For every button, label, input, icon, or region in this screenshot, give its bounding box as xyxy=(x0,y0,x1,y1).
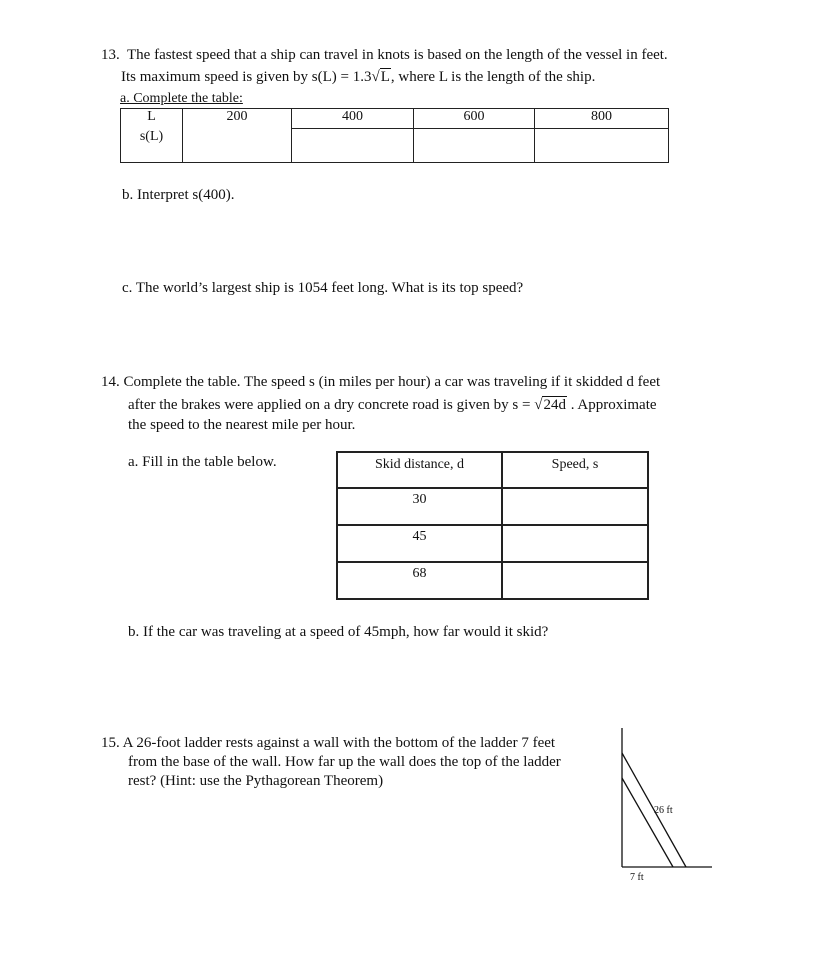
q13-row-label: s(L) xyxy=(121,129,183,163)
q13-line2 xyxy=(121,67,595,87)
q14-distance-30: 30 xyxy=(337,488,502,525)
ladder-length-label: 26 ft xyxy=(654,805,673,816)
q13-header-label: L xyxy=(121,109,183,129)
q14-formula-post: . Approximate xyxy=(566,397,657,413)
q14-distance-68: 68 xyxy=(337,562,502,599)
q14-table xyxy=(336,451,649,600)
q14-header-speed: Speed, s xyxy=(502,452,648,488)
q13-formula-radicand: L xyxy=(380,69,390,85)
q14-formula-radicand: 24d xyxy=(543,397,566,413)
q13-part-a: a. Complete the table: xyxy=(120,91,243,106)
q13-formula-pre: Its maximum speed is given by s(L) = 1.3 xyxy=(121,69,372,85)
base-distance-label: 7 ft xyxy=(630,872,644,883)
q13-answer-cell[interactable] xyxy=(414,129,535,163)
q13-part-b: b. Interpret s(400). xyxy=(122,187,235,203)
q15-line2: from the base of the wall. How far up the wall does the top of the ladder xyxy=(128,754,561,770)
table-row xyxy=(337,488,648,525)
q14-speed-answer[interactable] xyxy=(502,562,648,599)
q13-col-200: 200 xyxy=(183,109,292,129)
q14-speed-answer[interactable] xyxy=(502,488,648,525)
q13-sqrt: √L xyxy=(371,69,390,85)
table-row xyxy=(337,562,648,599)
ladder-rail-inner xyxy=(622,778,673,867)
table-row xyxy=(337,452,648,488)
q13-col-400: 400 xyxy=(292,109,414,129)
q13-col-600: 600 xyxy=(414,109,535,129)
q13-table xyxy=(120,108,669,163)
q14-line1: 14. Complete the table. The speed s (in miles per hour) a car was traveling if it skidded d feet xyxy=(101,374,661,390)
q13-answer-cell[interactable] xyxy=(292,129,414,163)
q14-header-distance: Skid distance, d xyxy=(337,452,502,488)
q14-speed-answer[interactable] xyxy=(502,525,648,562)
q14-formula-pre: after the brakes were applied on a dry concrete road is given by s = xyxy=(128,397,535,413)
q13-part-c: c. The world’s largest ship is 1054 feet long. What is its top speed? xyxy=(122,280,524,296)
q13-formula-post: , where L is the length of the ship. xyxy=(390,69,596,85)
q14-part-a: a. Fill in the table below. xyxy=(128,454,277,470)
table-row xyxy=(337,525,648,562)
q13-col-800: 800 xyxy=(535,109,669,129)
q15-line3: rest? (Hint: use the Pythagorean Theorem) xyxy=(128,773,384,789)
q13-answer-cell[interactable] xyxy=(535,129,669,163)
table-row xyxy=(121,109,669,129)
q13-number: 13. xyxy=(101,47,120,63)
q13-answer-cell[interactable] xyxy=(183,129,292,163)
q14-line3: the speed to the nearest mile per hour. xyxy=(128,417,356,433)
table-row xyxy=(121,129,669,163)
q14-part-b: b. If the car was traveling at a speed of 45mph, how far would it skid? xyxy=(128,624,549,640)
q14-sqrt: √24d xyxy=(534,397,566,413)
q14-distance-45: 45 xyxy=(337,525,502,562)
ladder-diagram xyxy=(600,720,720,890)
q13-line1: The fastest speed that a ship can travel in knots is based on the length of the vessel in feet. xyxy=(127,47,668,63)
q15-line1: 15. A 26-foot ladder rests against a wall with the bottom of the ladder 7 feet xyxy=(101,735,556,751)
q14-line2 xyxy=(128,395,657,415)
